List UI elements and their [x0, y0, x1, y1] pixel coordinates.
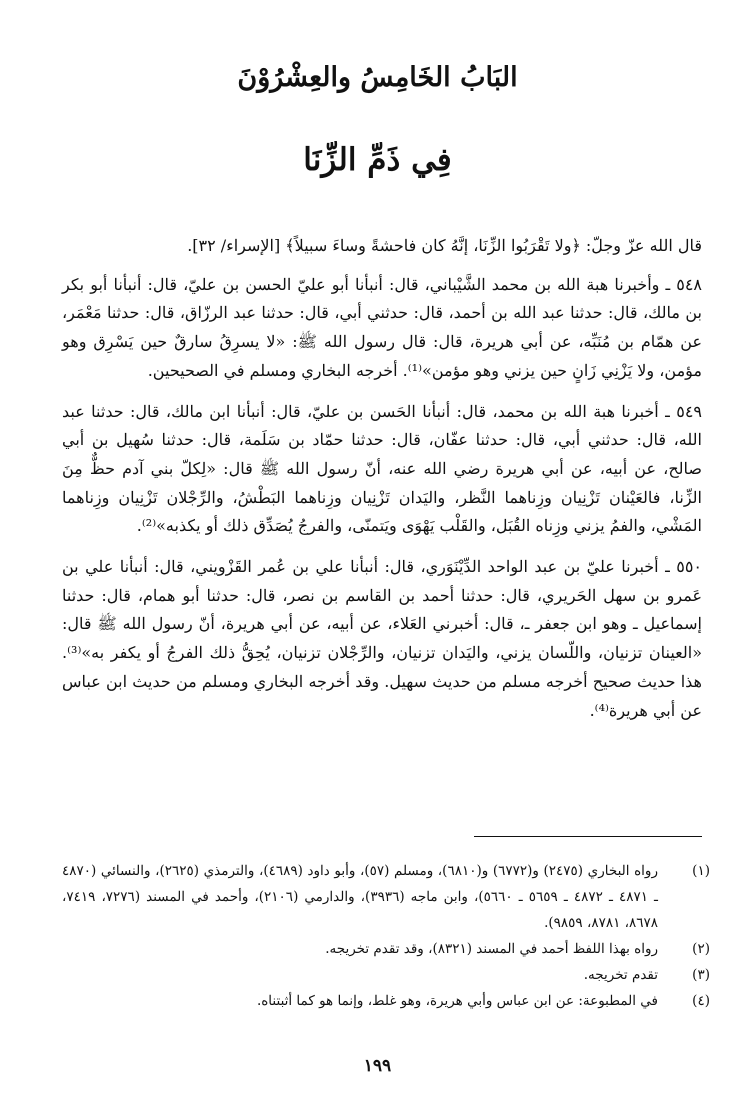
footnote-text: رواه البخاري (٢٤٧٥) و(٦٧٧٢) و(٦٨١٠)، ومسلم (٥٧)، وأبو داود (٤٦٨٩)، والترمذي (٢٦٢٥)، والنسائي (٤٨٧٠ ـ ٤٨٧١ ـ ٤٨٧٢ ـ ٥٦٥٩ ـ ٥٦٦٠)، وابن ماجه (٣٩٣٦)، والدارمي (٢١٠٦)، وأحمد في المسند (٧٢٧٦، ٧٤١٩، ٨٦٧٨، ٨٧٨١، ٩٨٥٩).: [62, 863, 659, 931]
footnote-text: في المطبوعة: عن ابن عباس وأبي هريرة، وهو غلط، وإنما هو كما أثبتناه.: [256, 993, 658, 1009]
footnote-number: (٤): [692, 993, 710, 1009]
footnotes: [62, 858, 710, 1014]
footnote-text: رواه بهذا اللفظ أحمد في المسند (٨٣٢١)، وقد تقدم تخريجه.: [325, 941, 658, 957]
footnote-text: تقدم تخريجه.: [583, 967, 658, 983]
footnote-number: (٢): [692, 941, 710, 957]
footnote-number: (٣): [692, 967, 710, 983]
footnote: [62, 988, 710, 1014]
hadith-paragraph-549: ٥٤٩ ـ أخبرنا هبة الله بن محمد، قال: أنبأنا الحَسن بن عليّ، قال: أنبأنا ابن مالك، قال: حدثنا عبد الله، قال: حدثني أبي، قال: حدثنا عفّان، قال: حدثنا حمّاد بن سَلَمة، قال: حدثنا سُهيل بن أبي صالح، عن أبيه، عن أبي هريرة رضي الله عنه، أنّ رسول الله ﷺ قال: «لِكلّ بني آدم حظٌّ مِنَ الزِّنا، فالعَيْنان تَزْنِيان وزِناهما النَّظر، واليَدان تَزْنِيان وزِناهما البَطْشُ، والرِّجْلان تَزْنِيان وزِناهما المَشْي، والفمُ يزني وزِناه القُبَل، والقَلْب يَهْوَى ويَتمنّى، والفرجُ يُصَدِّق ذلك أو يكذبه»⁽²⁾.: [62, 401, 702, 536]
footnote: [62, 962, 710, 988]
footnote-separator: [474, 836, 702, 837]
page-number: ١٩٩: [363, 1056, 392, 1076]
quran-verse-paragraph: قال الله عزّ وجلّ: ﴿ولا تَقْرَبُوا الزِّنَا، إنَّهُ كان فاحشةً وساءَ سبيلاً﴾ [الإسراء/ ٣٢].: [187, 236, 702, 255]
chapter-title: البَابُ الخَامِسُ والعِشْرُوْنَ: [237, 62, 518, 93]
chapter-subtitle: فِي ذَمِّ الزِّنَا: [303, 142, 452, 178]
footnote: [62, 936, 710, 962]
hadith-paragraph-548: ٥٤٨ ـ وأخبرنا هبة الله بن محمد الشَّيْباني، قال: أنبأنا أبو عليّ الحسن بن عليّ، قال: أنبأنا أبو بكر بن مالك، قال: حدثنا عبد الله بن أحمد، قال: حدثني أبي، قال: حدثنا عبد الرزّاق، قال: حدثنا مَعْمَر، عن همّام بن مُنَبِّه، عن أبي هريرة، قال: قال رسول الله ﷺ: «لا يسرِقُ سارقٌ حين يَسْرِق وهو مؤمن، ولا يَزْنِي زَانٍ حين يزني وهو مؤمن»⁽¹⁾. أخرجه البخاري ومسلم في الصحيحين.: [62, 274, 702, 380]
footnote: [62, 858, 710, 936]
footnote-number: (١): [692, 863, 710, 879]
body-text: [62, 232, 702, 737]
hadith-paragraph-550: ٥٥٠ ـ أخبرنا عليّ بن عبد الواحد الدِّيْنَوَري، قال: أنبأنا علي بن عُمر القَزْويني، قال: أنبأنا علي بن عَمرو بن سهل الحَريري، قال: حدثنا أحمد بن القاسم بن نصر، قال: حدثنا أبو همام، قال: حدثنا إسماعيل ـ وهو ابن جعفر ـ، قال: أخبرني العَلاء، عن أبيه، عن أبي هريرة، أنّ رسول الله ﷺ قال: «العينان تزنيان، واللّسان يزني، واليَدان تزنيان، والرِّجْلان تزنيان، يُحِقُّ ذلك الفرجُ أو يكفر به»⁽³⁾. هذا حديث صحيح أخرجه مسلم من حديث سهيل. وقد أخرجه البخاري ومسلم من حديث ابن عباس عن أبي هريرة⁽⁴⁾.: [62, 557, 702, 720]
